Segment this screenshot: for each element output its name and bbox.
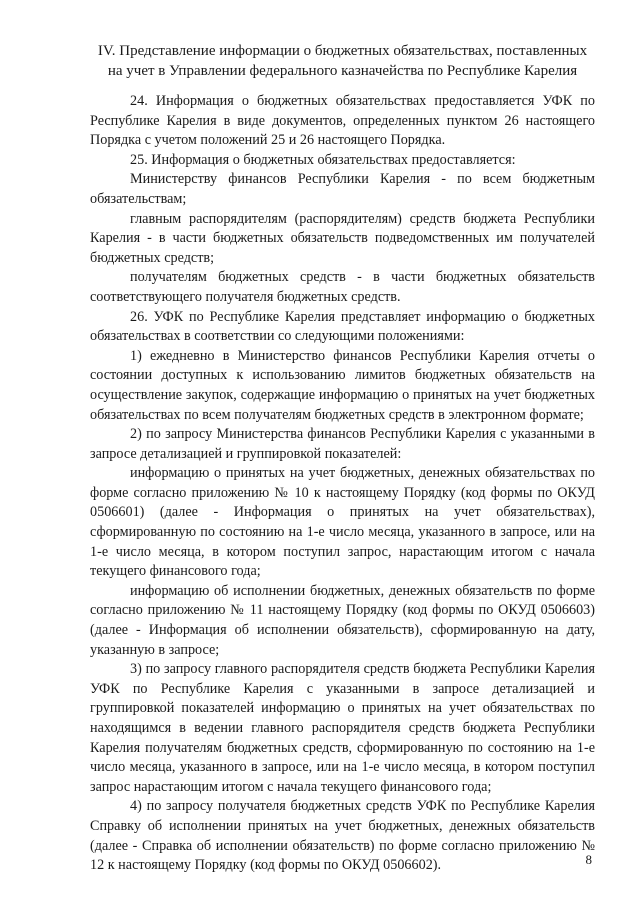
paragraph-24: 24. Информация о бюджетных обязательствах предоставляется УФК по Республике Карелия в виде документов, определенных пунктом 26 настоящего Порядка с учетом положений 25 и 26 настоящего Порядка. <box>90 93 595 149</box>
page-number: 8 <box>585 852 592 867</box>
document-page <box>90 42 595 876</box>
section-heading <box>90 42 595 81</box>
paragraph-25: 25. Информация о бюджетных обязательствах предоставляется: <box>130 151 516 168</box>
item-4-recipient-request: 4) по запросу получателя бюджетных средств УФК по Республике Карелия Справку об исполнении принятых на учет бюджетных, денежных обязательств (далее - Справка об исполнении обязательств) по форме согласно приложению № 12 к настоящему Порядку (код формы по ОКУД 0506602). <box>90 798 595 874</box>
item-2-accepted-obligations-info: информацию о принятых на учет бюджетных, денежных обязательствах по форме согласно приложению № 10 к настоящему Порядку (код формы по ОКУД 0506601) (далее - Информация о принятых на учет обязательствах), сформированную по состоянию на 1-е число месяца, указанного в запросе, или на 1-е число месяца, в котором поступил запрос, нарастающим итогом с начала текущего финансового года; <box>90 465 595 580</box>
item-2-execution-info: информацию об исполнении бюджетных, денежных обязательств по форме согласно приложению № 11 настоящему Порядку (код формы по ОКУД 0506603) (далее - Информация об исполнении обязательств), сформированную на дату, указанную в запросе; <box>90 582 595 658</box>
item-1-daily-reports: 1) ежедневно в Министерство финансов Республики Карелия отчеты о состоянии доступных к использованию лимитов бюджетных обязательств на осуществление закупок, содержащие информацию о принятых на учет бюджетных обязательствах по всем получателям бюджетных средств в электронном формате; <box>90 347 595 423</box>
recipient-ministry: Министерству финансов Республики Карелия - по всем бюджетным обязательствам; <box>90 171 595 207</box>
paragraph-26: 26. УФК по Республике Карелия представляет информацию о бюджетных обязательствах в соответствии со следующими положениями: <box>90 308 595 345</box>
item-3-main-manager-request: 3) по запросу главного распорядителя средств бюджета Республики Карелия УФК по Республике Карелия с указанными в запросе детализацией и группировкой показателей информацию о принятых на учет обязательствах по находящимся в ведении главного распорядителя средств бюджета Республики Карелия получателям бюджетных средств, сформированную по состоянию на 1-е число месяца, указанного в запросе, или на 1-е число месяца, в котором поступил запрос нарастающим итогом с начала текущего финансового года; <box>90 661 595 795</box>
recipient-main-managers: главным распорядителям (распорядителям) средств бюджета Республики Карелия - в части бюджетных обязательств подведомственных им получателей бюджетных средств; <box>90 210 595 266</box>
recipient-budget-recipients: получателям бюджетных средств - в части бюджетных обязательств соответствующего получателя бюджетных средств. <box>90 269 595 305</box>
section-heading-line-2: на учет в Управлении федерального казначейства по Республике Карелия <box>107 62 578 79</box>
section-heading-line-1: IV. Представление информации о бюджетных обязательствах, поставленных <box>97 43 588 59</box>
item-2-ministry-request: 2) по запросу Министерства финансов Республики Карелия с указанными в запросе детализацией и группировкой показателей: <box>90 426 595 462</box>
